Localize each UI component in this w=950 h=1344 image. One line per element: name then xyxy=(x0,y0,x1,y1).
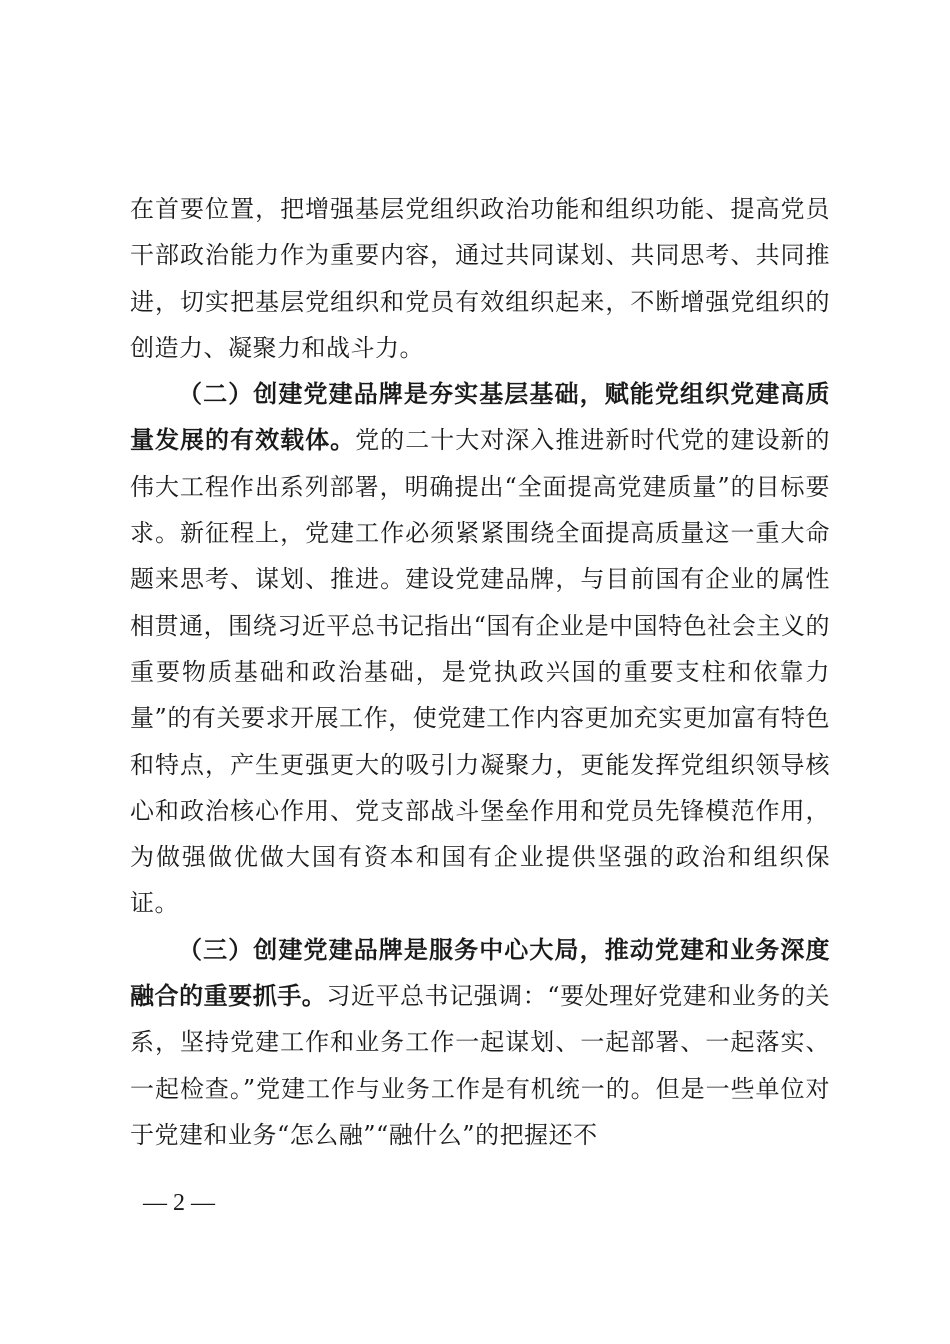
section-three-body: 习近平总书记强调：“要处理好党建和业务的关系，坚持党建工作和业务工作一起谋划、一起部署、一起落实、一起检查。”党建工作与业务工作是有机统一的。但是一些单位对于党建和业务“怎么融”“融什么”的把握还不 xyxy=(130,982,830,1149)
paragraph-continued: 在首要位置，把增强基层党组织政治功能和组织功能、提高党员干部政治能力作为重要内容，通过共同谋划、共同思考、共同推进，切实把基层党组织和党员有效组织起来，不断增强党组织的创造力、凝聚力和战斗力。 xyxy=(130,195,830,362)
body-text xyxy=(130,186,830,1158)
section-two-body: 党的二十大对深入推进新时代党的建设新的伟大工程作出系列部署，明确提出“全面提高党建质量”的目标要求。新征程上，党建工作必须紧紧围绕全面提高质量这一重大命题来思考、谋划、推进。建设党建品牌，与目前国有企业的属性相贯通，围绕习近平总书记指出“国有企业是中国特色社会主义的重要物质基础和政治基础，是党执政兴国的重要支柱和依靠力量”的有关要求开展工作，使党建工作内容更加充实更加富有特色和特点，产生更强更大的吸引力凝聚力，更能发挥党组织领导核心和政治核心作用、党支部战斗堡垒作用和党员先锋模范作用，为做强做优做大国有资本和国有企业提供坚强的政治和组织保证。 xyxy=(130,426,831,918)
page-number: — 2 — xyxy=(143,1190,215,1216)
paragraph-section-three xyxy=(130,927,830,1158)
paragraph-section-two xyxy=(130,371,830,927)
section-three-heading: （三）创建党建品牌是服务中心大局，推动党建和业务深度融合的重要抓手。 xyxy=(130,934,830,1011)
section-two-heading: （二）创建党建品牌是夯实基层基础，赋能党组织党建高质量发展的有效载体。 xyxy=(130,379,830,455)
